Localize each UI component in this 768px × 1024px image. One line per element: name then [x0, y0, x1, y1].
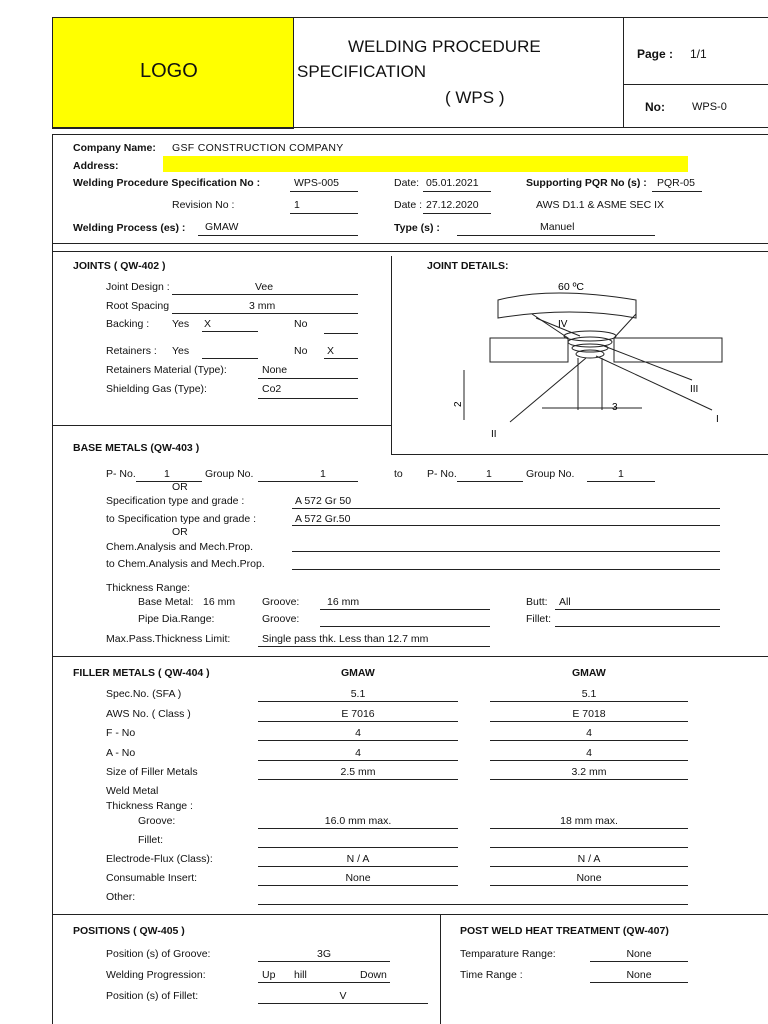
retainers-material-underline: [258, 378, 358, 379]
joint-design-label: Joint Design :: [106, 281, 170, 293]
joints-top-rule: [52, 251, 768, 252]
page-value: 1/1: [690, 47, 707, 61]
pos-groove-label: Position (s) of Groove:: [106, 948, 211, 960]
filler-row-underline-1: [258, 701, 458, 702]
shielding-gas-underline: [258, 398, 358, 399]
filler-row-value-2: 5.1: [581, 688, 597, 700]
date2-label: Date :: [394, 199, 423, 211]
base-metal-value: 16 mm: [203, 596, 236, 608]
pwht-temp-value: None: [626, 948, 652, 960]
title-line-2: SPECIFICATION: [297, 62, 427, 81]
pipe-groove-underline: [320, 626, 490, 627]
root-spacing-underline: [172, 313, 358, 314]
insert-underline-1: [258, 885, 458, 886]
company-name-value: GSF CONSTRUCTION COMPANY: [172, 142, 344, 154]
filler-row-underline-1: [258, 779, 458, 780]
filler-row-value-2: 3.2 mm: [571, 766, 607, 778]
filler-row-label: AWS No. ( Class ): [106, 708, 191, 720]
pwht-temp-label: Temparature Range:: [460, 948, 556, 960]
or-1: OR: [172, 481, 188, 493]
backing-yes: Yes: [172, 318, 190, 330]
electrode-underline-1: [258, 866, 458, 867]
pno-underline: [136, 481, 202, 482]
positions-title: POSITIONS ( QW-405 ): [73, 925, 185, 937]
retainers-material-value: None: [262, 364, 288, 376]
max-pass-value: Single pass thk. Less than 12.7 mm: [262, 633, 429, 645]
page-no-divider: [623, 84, 768, 85]
groove-right: [614, 314, 636, 338]
pos-groove-value: 3G: [316, 948, 331, 960]
bm-groove-value: 16 mm: [327, 596, 360, 608]
retainers-yes: Yes: [172, 345, 190, 357]
wps-no-label: Welding Procedure Specification No :: [73, 177, 261, 189]
no-label: No:: [645, 100, 665, 114]
chem-underline: [292, 551, 720, 552]
backing-no: No: [294, 318, 308, 330]
filler-bottom-rule: [52, 914, 768, 915]
root-spacing-label: Root Spacing: [106, 300, 170, 312]
filler-groove-v1: 16.0 mm max.: [324, 815, 392, 827]
filler-row-label: Size of Filler Metals: [106, 766, 198, 778]
progression-up: Up: [262, 969, 276, 981]
pwht-time-label: Time Range :: [460, 969, 523, 981]
pno2-value: 1: [486, 468, 492, 480]
weld-cap: [498, 293, 636, 318]
no-value: WPS-0: [692, 101, 727, 113]
left-border: [52, 134, 53, 1024]
pos-fillet-underline: [258, 1003, 428, 1004]
filler-title: FILLER METALS ( QW-404 ): [73, 667, 210, 679]
pno2-label: P- No.: [427, 468, 457, 480]
filler-fillet-underline-1: [258, 847, 458, 848]
pqr-underline: [652, 191, 702, 192]
group2-value: 1: [618, 468, 624, 480]
electrode-v1: N / A: [346, 853, 370, 865]
joint-details-bottom-rule: [391, 454, 768, 455]
joint-design-value: Vee: [255, 281, 274, 293]
chem-label: Chem.Analysis and Mech.Prop.: [106, 541, 254, 553]
base-metal-label: Base Metal:: [138, 596, 194, 608]
filler-col1-title: GMAW: [341, 667, 375, 679]
filler-row-underline-2: [490, 701, 688, 702]
joint-sketch: [392, 270, 768, 450]
header-bottom-rule: [52, 127, 768, 128]
date1-label: Date:: [394, 177, 420, 189]
spec-underline: [292, 508, 720, 509]
base-metals-title: BASE METALS (QW-403 ): [73, 442, 200, 454]
pno2-underline: [457, 481, 523, 482]
date1-underline: [423, 191, 491, 192]
process-value: GMAW: [205, 221, 239, 233]
leader-iii: [604, 346, 692, 380]
joint-details-title: JOINT DETAILS:: [427, 260, 509, 272]
shielding-gas-value: Co2: [262, 383, 282, 395]
bead-2: [572, 344, 608, 352]
wps-no-underline: [290, 191, 358, 192]
retainers-label: Retainers :: [106, 345, 157, 357]
group-label: Group No.: [205, 468, 254, 480]
backing-x: X: [204, 318, 212, 330]
electrode-underline-2: [490, 866, 688, 867]
progression-hill: hill: [294, 969, 307, 981]
header-divider: [623, 17, 624, 127]
insert-v2: None: [576, 872, 602, 884]
group-underline: [258, 481, 358, 482]
company-top-rule: [52, 134, 768, 135]
group-value: 1: [320, 468, 326, 480]
date1-value: 05.01.2021: [426, 177, 479, 189]
code-value: AWS D1.1 & ASME SEC IX: [536, 199, 664, 211]
pos-groove-underline: [258, 961, 390, 962]
company-bottom-rule: [52, 243, 768, 244]
backing-yes-underline: [202, 331, 258, 332]
filler-row-underline-2: [490, 760, 688, 761]
bm-groove-label: Groove:: [262, 596, 300, 608]
dim-2-label: 2: [453, 401, 464, 407]
pwht-title: POST WELD HEAT TREATMENT (QW-407): [460, 925, 669, 937]
backing-no-underline: [324, 333, 358, 334]
revision-value: 1: [294, 199, 300, 211]
retainers-yes-underline: [202, 358, 258, 359]
pwht-temp-underline: [590, 961, 688, 962]
process-underline: [198, 235, 358, 236]
pwht-time-value: None: [626, 969, 652, 981]
positions-divider: [440, 914, 441, 1024]
title-line-3: ( WPS ): [445, 88, 505, 107]
spec-value: A 572 Gr 50: [295, 495, 352, 507]
root-spacing-value: 3 mm: [249, 300, 276, 312]
filler-row-label: A - No: [106, 747, 136, 759]
weld-thickness-label: Thickness Range :: [106, 800, 193, 812]
filler-row-underline-1: [258, 740, 458, 741]
page-label: Page :: [637, 47, 674, 61]
filler-row-underline-1: [258, 721, 458, 722]
pos-fillet-value: V: [339, 990, 347, 1002]
max-pass-label: Max.Pass.Thickness Limit:: [106, 633, 231, 645]
fillet-underline: [555, 626, 720, 627]
filler-groove-v2: 18 mm max.: [560, 815, 618, 827]
to-spec-label: to Specification type and grade :: [106, 513, 257, 525]
butt-value: All: [559, 596, 571, 608]
type-label: Type (s) :: [394, 222, 440, 234]
joints-mid-rule: [52, 425, 391, 426]
filler-row-value-1: 4: [355, 727, 361, 739]
wps-no-value: WPS-005: [294, 177, 339, 189]
date2-value: 27.12.2020: [426, 199, 479, 211]
angle-label: 60 ºC: [558, 281, 585, 293]
filler-row-value-1: E 7016: [341, 708, 375, 720]
or-2: OR: [172, 526, 188, 538]
to-spec-value: A 572 Gr.50: [295, 513, 351, 525]
to-chem-label: to Chem.Analysis and Mech.Prop.: [106, 558, 265, 570]
pass-ii-label: II: [491, 429, 497, 440]
process-label: Welding Process (es) :: [73, 222, 186, 234]
insert-label: Consumable Insert:: [106, 872, 198, 884]
address-label: Address:: [73, 160, 119, 172]
filler-row-value-2: E 7018: [572, 708, 606, 720]
group2-label: Group No.: [526, 468, 575, 480]
retainers-no: No: [294, 345, 308, 357]
filler-fillet-underline-2: [490, 847, 688, 848]
revision-label: Revision No :: [172, 199, 235, 211]
fillet-label: Fillet:: [526, 613, 552, 625]
filler-groove-underline-1: [258, 828, 458, 829]
pipe-dia-label: Pipe Dia.Range:: [138, 613, 215, 625]
retainers-x: X: [327, 345, 335, 357]
company-name-label: Company Name:: [73, 142, 156, 154]
filler-row-label: F - No: [106, 727, 136, 739]
revision-underline: [290, 213, 358, 214]
to-chem-underline: [292, 569, 720, 570]
butt-underline: [555, 609, 720, 610]
pno-label: P- No.: [106, 468, 136, 480]
plate-right: [614, 338, 722, 362]
filler-row-value-1: 2.5 mm: [340, 766, 376, 778]
dim-3-label: 3: [612, 402, 618, 413]
dim-line-3: [542, 358, 642, 410]
bead-3: [576, 350, 604, 358]
header-top-rule: [52, 17, 768, 18]
group2-underline: [587, 481, 655, 482]
filler-groove-underline-2: [490, 828, 688, 829]
joints-title: JOINTS ( QW-402 ): [73, 260, 166, 272]
to-spec-underline: [292, 525, 720, 526]
pqr-label: Supporting PQR No (s) :: [526, 177, 647, 189]
filler-col2-title: GMAW: [572, 667, 606, 679]
electrode-label: Electrode-Flux (Class):: [106, 853, 213, 865]
leader-ii: [510, 358, 586, 422]
type-value: Manuel: [540, 221, 575, 233]
backing-label: Backing :: [106, 318, 150, 330]
shielding-gas-label: Shielding Gas (Type):: [106, 383, 207, 395]
progression-underline: [258, 982, 390, 983]
joint-design-underline: [172, 294, 358, 295]
max-pass-underline: [258, 646, 490, 647]
filler-row-underline-2: [490, 721, 688, 722]
pno-value: 1: [164, 468, 170, 480]
filler-groove-label: Groove:: [138, 815, 176, 827]
to-label: to: [394, 468, 403, 480]
address-highlight: [163, 156, 688, 172]
spec-label: Specification type and grade :: [106, 495, 245, 507]
filler-row-value-1: 4: [355, 747, 361, 759]
pass-iv-label: IV: [558, 319, 568, 330]
progression-down: Down: [360, 969, 387, 981]
filler-row-underline-2: [490, 779, 688, 780]
retainers-material-label: Retainers Material (Type):: [106, 364, 227, 376]
pass-iii-label: III: [690, 384, 699, 395]
pass-i-label: I: [716, 414, 719, 425]
thickness-range-label: Thickness Range:: [106, 582, 191, 594]
base-metals-bottom-rule: [52, 656, 768, 657]
filler-row-value-2: 4: [586, 747, 592, 759]
retainers-no-underline: [324, 358, 358, 359]
other-label: Other:: [106, 891, 136, 903]
filler-row-label: Spec.No. (SFA ): [106, 688, 182, 700]
logo-text: LOGO: [140, 60, 198, 82]
insert-v1: None: [345, 872, 371, 884]
filler-row-value-1: 5.1: [350, 688, 366, 700]
progression-label: Welding Progression:: [106, 969, 206, 981]
pos-fillet-label: Position (s) of Fillet:: [106, 990, 199, 1002]
pqr-value: PQR-05: [657, 177, 695, 189]
insert-underline-2: [490, 885, 688, 886]
title-line-1: WELDING PROCEDURE: [348, 37, 541, 56]
type-underline: [457, 235, 655, 236]
butt-label: Butt:: [526, 596, 548, 608]
pipe-groove-label: Groove:: [262, 613, 300, 625]
weld-metal-label: Weld Metal: [106, 785, 159, 797]
filler-row-underline-1: [258, 760, 458, 761]
bm-groove-underline: [320, 609, 490, 610]
filler-row-value-2: 4: [586, 727, 592, 739]
filler-fillet-label: Fillet:: [138, 834, 164, 846]
date2-underline: [423, 213, 491, 214]
filler-row-underline-2: [490, 740, 688, 741]
pwht-time-underline: [590, 982, 688, 983]
electrode-v2: N / A: [577, 853, 601, 865]
plate-left: [490, 338, 568, 362]
other-underline: [258, 904, 688, 905]
